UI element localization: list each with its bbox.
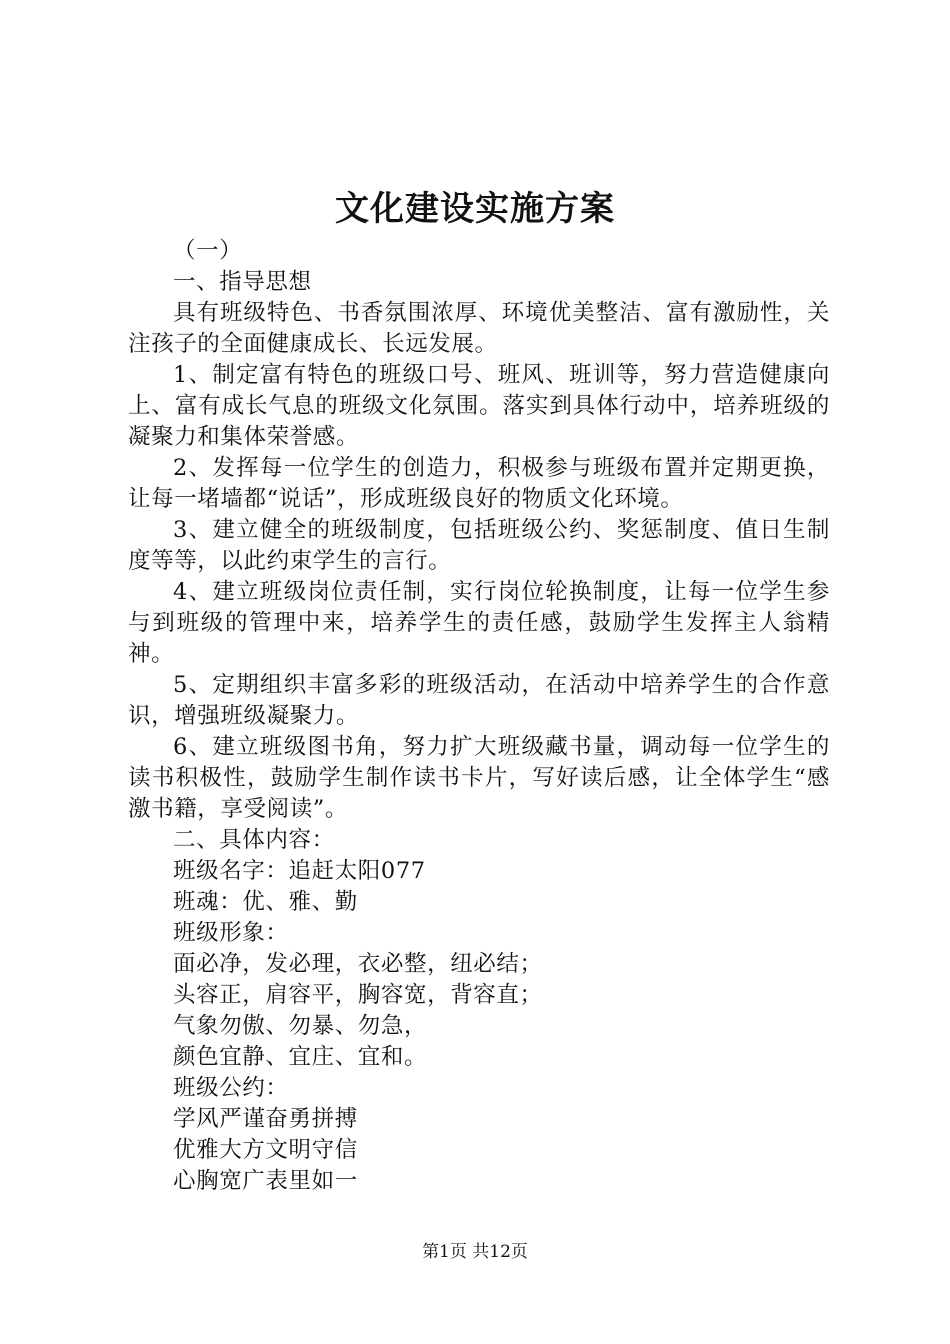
heading-specific-content: 二、具体内容：	[173, 827, 335, 853]
paragraph: 1、制定富有特色的班级口号、班风、班训等，努力营造健康向上、富有成长气息的班级文化氛围。落实到具体行动中，培养班级的凝聚力和集体荣誉感。	[128, 362, 830, 450]
class-image-line: 气象勿傲、勿暴、勿急，	[173, 1013, 428, 1039]
class-image-heading: 班级形象：	[173, 920, 289, 946]
class-convention-line: 学风严谨奋勇拼搏	[173, 1106, 358, 1132]
class-image-line: 头容正，肩容平，胸容宽，背容直；	[173, 982, 543, 1008]
paragraph: 2、发挥每一位学生的创造力，积极参与班级布置并定期更换，让每一堵墙都“说话”，形成班级良好的物质文化环境。	[128, 455, 830, 512]
class-image-line: 面必净，发必理，衣必整，纽必结；	[173, 951, 543, 977]
paragraph: 6、建立班级图书角，努力扩大班级藏书量，调动每一位学生的读书积极性，鼓励学生制作读书卡片，写好读后感，让全体学生“感激书籍，享受阅读”。	[128, 734, 830, 822]
class-convention-line: 优雅大方文明守信	[173, 1137, 358, 1163]
paragraph: 4、建立班级岗位责任制，实行岗位轮换制度，让每一位学生参与到班级的管理中来，培养学生的责任感，鼓励学生发挥主人翁精神。	[128, 579, 830, 667]
paragraph: 3、建立健全的班级制度，包括班级公约、奖惩制度、值日生制度等等，以此约束学生的言行。	[128, 517, 830, 574]
page-number-footer: 第1页 共12页	[422, 1242, 528, 1262]
paragraph-section-marker: （一）	[173, 238, 243, 264]
class-convention-line: 心胸宽广表里如一	[173, 1168, 358, 1194]
document-title: 文化建设实施方案	[335, 189, 615, 229]
class-image-line: 颜色宜静、宜庄、宜和。	[173, 1044, 428, 1070]
class-spirit-line: 班魂：优、雅、勤	[173, 889, 358, 915]
class-convention-heading: 班级公约：	[173, 1075, 289, 1101]
paragraph: 5、定期组织丰富多彩的班级活动，在活动中培养学生的合作意识，增强班级凝聚力。	[128, 672, 830, 729]
class-name-line: 班级名字：追赶太阳077	[173, 858, 426, 884]
paragraph: 具有班级特色、书香氛围浓厚、环境优美整洁、富有激励性，关注孩子的全面健康成长、长远发展。	[128, 300, 830, 357]
heading-guiding-ideology: 一、指导思想	[173, 269, 312, 295]
document-body	[128, 236, 830, 1197]
